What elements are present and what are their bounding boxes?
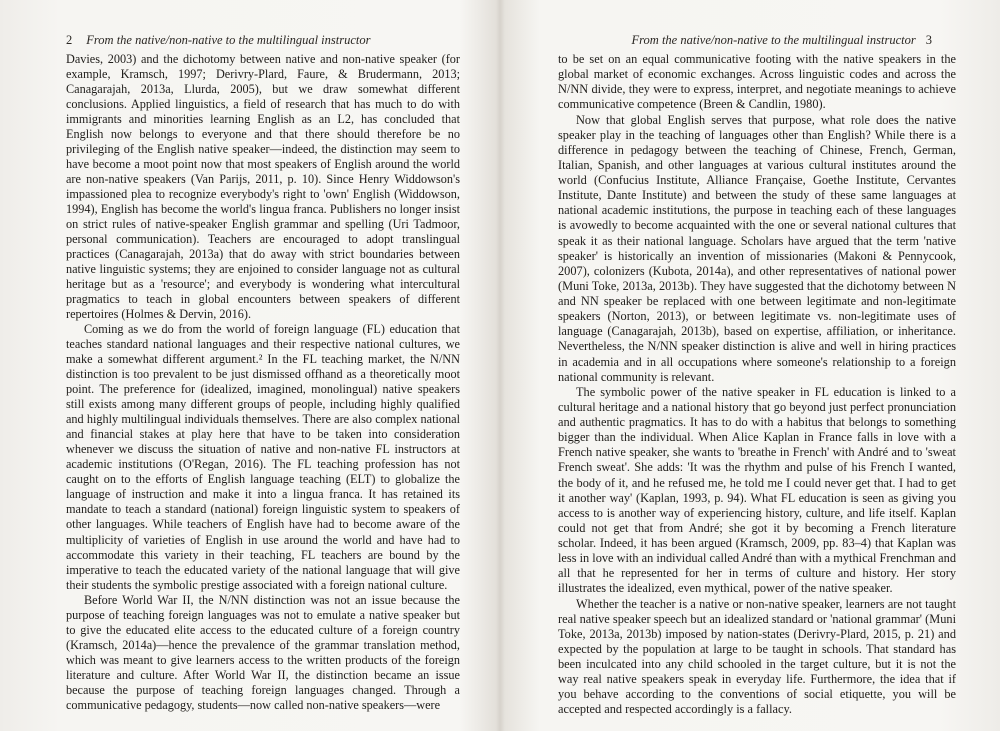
right-paragraph-1: to be set on an equal communicative footing with the native speakers in the global market of economic exchanges. Across linguistic codes and across the N/NN divide, they were to express, interpret, and negotiate meanings to achieve communicative competence (Breen & Candlin, 1980).: [558, 52, 956, 112]
left-paragraph-3: Before World War II, the N/NN distinction was not an issue because the purpose of teaching foreign languages was not to emulate a native speaker but to give the educated elite access to the educated culture of a foreign country (Kramsch, 2014a)—hence the prevalence of the grammar translation method, which was meant to give learners access to the written products of the foreign literature and culture. After World War II, the distinction became an issue because the purpose of teaching foreign languages changed. Through a communicative pedagogy, students—now called non-native speakers—were: [66, 592, 460, 712]
right-running-head-title: From the native/non-native to the multilingual instructor: [631, 33, 916, 47]
right-page-body: [558, 52, 956, 718]
right-page-number: 3: [925, 33, 932, 47]
right-paragraph-4: Whether the teacher is a native or non-native speaker, learners are not taught real native speaker speech but an idealized standard or 'national grammar' (Muni Toke, 2013a, 2013b) imposed by nation-states (Derivry-Plard, 2015, p. 21) and expected by the population at large to be taught in schools. That standard has been inculcated into any child schooled in the target culture, but it is not the way real native speakers speak in everyday life. Furthermore, the idea that if you behave according to the conventions of social etiquette, you will be accepted and respected accordingly is a fallacy.: [558, 596, 956, 717]
right-page: [500, 0, 1000, 731]
right-paragraph-2: Now that global English serves that purpose, what role does the native speaker play in the teaching of languages other than English? While there is a difference in pedagogy between the teaching of Chinese, French, German, Italian, Spanish, and other languages at various cultural institutes around the world (Confucius Institute, Alliance Française, Goethe Institute, Cervantes Institute, Dante Institute) and between the study of these same languages at national academic institutions, the purpose in teaching each of these languages is avowedly to become acquainted with the one or several national cultures that speak it as their national language. Scholars have argued that the term 'native speaker' is historically an invention of missionaries (Makoni & Pennycook, 2007), colonizers (Kubota, 2014a), and other representatives of national power (Muni Toke, 2013a, 2013b). They have suggested that the dichotomy between N and NN speaker be replaced with one between legitimate and non-legitimate speakers (Norton, 2013), or between legitimate vs. non-legitimate uses of language (Canagarajah, 2013b), based on expertise, affiliation, or inheritance. Nevertheless, the N/NN speaker distinction is alive and well in hiring practices in academia and in all occupations where someone's relationship to a foreign national community is relevant.: [558, 112, 956, 384]
left-paragraph-1: Davies, 2003) and the dichotomy between native and non-native speaker (for example, Kramsch, 1997; Derivry-Plard, Faure, & Brudermann, 2013; Canagarajah, 2013a, Llurda, 2005), but we draw somewhat different conclusions. Applied linguistics, a field of research that has much to do with immigrants and minorities learning English as an L2, has concluded that English now belongs to everyone and that there should therefore be no privileging of the English native speaker—indeed, the distinction may seem to have become a moot point now that most speakers of English around the world are non-native speakers (Van Parijs, 2011, p. 10). Since Henry Widdowson's impassioned plea to recognize everybody's right to 'own' English (Widdowson, 1994), English has become the world's lingua franca. Publishers no longer insist on strict rules of native-speaker English grammar and spelling (Uri Tadmoor, personal communication). Teachers are encouraged to adopt translingual practices (Canagarajah, 2013a) that do away with strict boundaries between native linguistic systems; they are enjoined to consider language not as cultural heritage but as a 'resource'; and everybody is wondering what intercultural pragmatics to teach in global encounters between speakers of different repertoires (Holmes & Dervin, 2016).: [66, 52, 460, 322]
left-page-number: 2: [66, 33, 73, 47]
left-running-head: [66, 33, 370, 48]
right-paragraph-3: The symbolic power of the native speaker in FL education is linked to a cultural heritage and a national history that go beyond just perfect pronunciation and authentic pragmatics. It has to do with a habitus that belongs to something bigger than the individual. When Alice Kaplan in France falls in love with a French native speaker, she wants to 'breathe in French' with André and to 'sweat French sweat'. She adds: 'It was the rhythm and pulse of his French I wanted, the body of it, and he refused me, he told me I could never get that. I had to get it another way' (Kaplan, 1993, p. 94). What FL education is seen as giving you access to is another way of experiencing history, culture, and life itself. Kaplan could not get that from André; she got it by becoming a French literature scholar. Indeed, it has been argued (Kramsch, 2009, pp. 83–4) that Kaplan was less in love with an individual called André than with a mythical Frenchman and all that he represented for her in terms of culture and history. Her story illustrates the idealized, even mythical, power of the native speaker.: [558, 384, 956, 596]
left-paragraph-2: Coming as we do from the world of foreign language (FL) education that teaches standard national languages and their respective national cultures, we make a somewhat different argument.² In the FL teaching market, the N/NN distinction is too prevalent to be just dismissed offhand as a theoretically moot point. The preference for (idealized, imagined, monolingual) native speakers still exists among many different groups of people, including highly qualified and highly multilingual individuals themselves. There are also complex national and financial stakes at play here that have to be taken into consideration whenever we discuss the situation of native and non-native FL instructors at academic institutions (O'Regan, 2016). The FL teaching profession has not caught on to the efforts of English language teaching (ELT) to globalize the language of instruction and make it into a lingua franca. It has retained its mandate to teach a standard (national) foreign linguistic system to speakers of other languages. While teachers of English have had to become aware of the multiplicity of varieties of English in use around the world and have had to accommodate this variety in their teaching, FL teachers are bound by the imperative to teach the educated variety of the national language that will give their students the symbolic prestige associated with a foreign national culture.: [66, 322, 460, 592]
left-running-head-title: From the native/non-native to the multilingual instructor: [86, 33, 371, 47]
left-page-body: [66, 52, 460, 713]
right-running-head: [632, 33, 932, 48]
